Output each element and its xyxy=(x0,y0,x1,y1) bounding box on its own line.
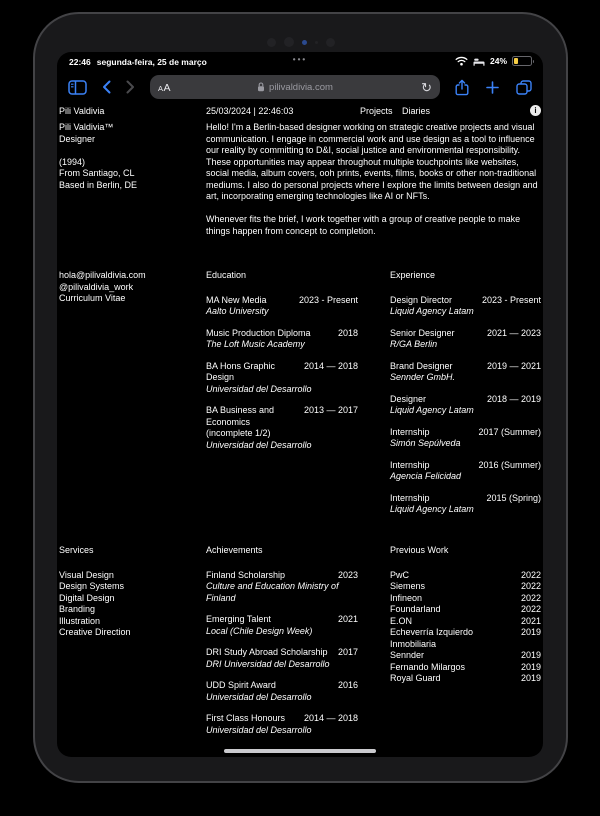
entry-date: 2013 — 2017 xyxy=(303,405,358,415)
info-icon[interactable]: i xyxy=(530,105,541,116)
contact-block xyxy=(59,270,205,305)
wifi-icon xyxy=(455,56,468,66)
entry-name: Design Director xyxy=(390,294,453,305)
entry-name: DRI Study Abroad Scholarship xyxy=(206,647,328,657)
education-section xyxy=(206,270,358,461)
status-right xyxy=(455,56,532,66)
status-date: segunda-feira, 25 de março xyxy=(96,57,207,67)
client-name: Siemens xyxy=(390,581,426,591)
forward-button-icon[interactable] xyxy=(126,80,135,94)
entry-date: 2014 — 2018 xyxy=(303,713,358,723)
entry-date: 2016 xyxy=(337,680,358,690)
entry-name: BA Business and Economics (incomplete 1/2) xyxy=(206,405,275,438)
battery-fill xyxy=(514,58,518,64)
entry-date: 2017 (Summer) xyxy=(478,426,541,437)
previous-work-title: Previous Work xyxy=(390,545,449,555)
entry-name: BA Hons Graphic Design xyxy=(206,360,276,382)
contact-cv-link[interactable]: Curriculum Vitae xyxy=(59,293,126,303)
client-name: Sennder xyxy=(390,650,425,660)
entry-name: Emerging Talent xyxy=(206,614,271,624)
achievements-section xyxy=(206,545,358,746)
front-camera-lens xyxy=(302,40,307,45)
work-row xyxy=(390,650,541,662)
client-name: Echeverría Izquierdo Inmobiliaria xyxy=(390,627,474,649)
entry-name: Brand Designer xyxy=(390,360,453,371)
entry-org: Simón Sepúlveda xyxy=(390,438,461,448)
entry-date: 2016 (Summer) xyxy=(478,459,541,470)
battery-icon xyxy=(512,56,532,66)
experience-entry xyxy=(390,427,541,450)
profile-origin: From Santiago, CL xyxy=(59,168,135,178)
entry-date: 2021 xyxy=(337,614,358,624)
entry-date: 2023 xyxy=(337,569,358,580)
nav-projects[interactable]: Projects xyxy=(360,106,393,116)
camera-sensor-dot xyxy=(284,37,294,47)
site-name[interactable]: Pili Valdivia xyxy=(59,106,105,116)
entry-date: 2017 xyxy=(337,647,358,657)
camera-sensor-dot xyxy=(267,38,276,47)
ipad-device xyxy=(33,12,568,783)
entry-org: Culture and Education Ministry of Finland xyxy=(206,581,339,603)
previous-work-section xyxy=(390,545,541,685)
services-title: Services xyxy=(59,545,94,555)
achievement-entry xyxy=(206,614,358,637)
entry-name: Designer xyxy=(390,393,427,404)
education-entry xyxy=(206,328,358,351)
client-name: Fernando Milargos xyxy=(390,661,466,672)
toolbar-right xyxy=(455,79,532,96)
services-section xyxy=(59,545,205,639)
entry-org: The Loft Music Academy xyxy=(206,339,305,349)
experience-entry xyxy=(390,295,541,318)
nav-diaries[interactable]: Diaries xyxy=(402,106,431,116)
profile-location: Based in Berlin, DE xyxy=(59,179,138,190)
profile-role: Designer xyxy=(59,133,96,144)
entry-org: Universidad del Desarrollo xyxy=(206,724,312,735)
entry-org: Liquid Agency Latam xyxy=(390,306,474,316)
education-entry xyxy=(206,295,358,318)
experience-entry xyxy=(390,328,541,351)
education-entry xyxy=(206,361,358,396)
work-row xyxy=(390,570,541,582)
intro-paragraph-2: Whenever fits the brief, I work together with a group of creative people to make things happen from concept to completion. xyxy=(206,214,521,236)
entry-name: Internship xyxy=(390,426,430,437)
services-list xyxy=(59,570,205,639)
entry-date: 2023 - Present xyxy=(481,294,541,305)
entry-date: 2019 — 2021 xyxy=(486,360,541,371)
achievements-title: Achievements xyxy=(206,545,263,555)
entry-org: Liquid Agency Latam xyxy=(390,504,474,514)
experience-entry xyxy=(390,493,541,516)
entry-date: 2014 — 2018 xyxy=(303,360,358,371)
entry-date: 2021 — 2023 xyxy=(486,327,541,338)
page-header xyxy=(59,106,541,120)
experience-entry xyxy=(390,361,541,384)
client-name: Foundarland xyxy=(390,604,441,614)
entry-org: DRI Universidad del Desarrollo xyxy=(206,658,330,669)
status-left xyxy=(69,57,207,67)
experience-title: Experience xyxy=(390,270,436,280)
client-name: E.ON xyxy=(390,615,413,626)
entry-date: 2018 — 2019 xyxy=(486,393,541,404)
client-year: 2019 xyxy=(520,627,541,637)
entry-date: 2023 - Present xyxy=(298,294,358,305)
multitask-dots-icon: ••• xyxy=(292,55,308,64)
entry-org: R/GA Berlin xyxy=(390,339,438,349)
entry-name: Finland Scholarship xyxy=(206,569,286,580)
education-entry xyxy=(206,405,358,451)
profile-block xyxy=(59,122,205,191)
work-row xyxy=(390,604,541,616)
client-year: 2019 xyxy=(520,673,541,683)
service-item: Illustration xyxy=(59,615,101,626)
new-tab-icon[interactable] xyxy=(486,81,499,94)
sidebar-toggle-icon[interactable] xyxy=(68,80,87,95)
entry-name: Internship xyxy=(390,492,430,503)
service-item: Creative Direction xyxy=(59,627,131,637)
experience-entry xyxy=(390,460,541,483)
client-year: 2022 xyxy=(520,592,541,603)
reload-icon[interactable]: ↻ xyxy=(421,79,432,95)
client-name: Royal Guard xyxy=(390,673,441,683)
status-time: 22:46 xyxy=(69,57,91,67)
camera-sensor-dot xyxy=(315,41,318,44)
back-button-icon[interactable] xyxy=(102,80,111,94)
contact-email-link[interactable]: hola@pilivaldivia.com xyxy=(59,270,146,280)
tabs-overview-icon[interactable] xyxy=(516,80,532,95)
experience-section xyxy=(390,270,541,526)
education-title: Education xyxy=(206,270,247,280)
work-row xyxy=(390,616,541,628)
entry-org: Aalto University xyxy=(206,306,269,316)
client-name: Infineon xyxy=(390,592,423,603)
achievement-entry xyxy=(206,680,358,703)
work-row xyxy=(390,581,541,593)
entry-org: Universidad del Desarrollo xyxy=(206,383,312,394)
entry-org: Universidad del Desarrollo xyxy=(206,439,312,450)
client-name: PwC xyxy=(390,569,410,580)
battery-tip xyxy=(533,60,535,64)
webpage xyxy=(57,102,543,757)
contact-instagram-link[interactable]: @pilivaldivia_work xyxy=(59,281,134,292)
entry-org: Universidad del Desarrollo xyxy=(206,691,312,702)
intro-block xyxy=(206,122,538,249)
url-display xyxy=(180,82,410,93)
achievement-entry xyxy=(206,713,358,736)
service-item: Digital Design xyxy=(59,592,115,603)
camera-sensor-dot xyxy=(326,38,335,47)
intro-paragraph-1: Hello! I'm a Berlin-based designer working on strategic creative projects and visual communication. I engage in commercial work and use design as a tool to influence our reality by committing to D&I, social justice and environmental responsibility. These opportunities may appear throughout multiple touchpoints like websites, social media, album covers, ooh prints, events, films, books or other non-traditional mediums. I also do personal projects where I explore the limits between design and art, incorporating emerging technologies like AI or NFTs. xyxy=(206,122,538,201)
work-row xyxy=(390,627,541,650)
safari-toolbar xyxy=(57,72,543,102)
client-year: 2022 xyxy=(520,604,541,614)
client-year: 2019 xyxy=(520,650,541,660)
home-indicator[interactable] xyxy=(224,749,376,753)
entry-org: Sennder GmbH. xyxy=(390,372,456,382)
page-datetime: 25/03/2024 | 22:46:03 xyxy=(206,106,294,116)
profile-name: Pili Valdivia™ xyxy=(59,122,114,132)
service-item: Design Systems xyxy=(59,581,125,591)
lock-icon xyxy=(257,82,265,92)
achievement-entry xyxy=(206,647,358,670)
entry-org: Liquid Agency Latam xyxy=(390,405,474,415)
url-text: pilivaldivia.com xyxy=(269,81,333,93)
text-size-button[interactable]: AA xyxy=(158,82,172,94)
service-item: Branding xyxy=(59,604,96,614)
front-camera-array xyxy=(35,37,566,47)
client-year: 2022 xyxy=(520,569,541,580)
work-row xyxy=(390,673,541,685)
share-icon[interactable] xyxy=(455,79,469,96)
focus-mode-icon xyxy=(473,57,485,66)
work-row xyxy=(390,662,541,674)
achievement-entry xyxy=(206,570,358,605)
entry-name: UDD Spirit Award xyxy=(206,680,276,690)
battery-percent: 24% xyxy=(489,56,507,66)
client-year: 2021 xyxy=(520,615,541,626)
work-row xyxy=(390,593,541,605)
entry-name: Internship xyxy=(390,459,430,470)
entry-date: 2018 xyxy=(337,327,358,338)
entry-name: MA New Media xyxy=(206,294,267,305)
client-year: 2019 xyxy=(520,661,541,672)
status-bar xyxy=(57,52,543,72)
experience-entry xyxy=(390,394,541,417)
entry-name: Senior Designer xyxy=(390,327,455,338)
profile-birth-year: (1994) xyxy=(59,156,86,167)
entry-org: Agencia Felicidad xyxy=(390,471,462,481)
entry-org: Local (Chile Design Week) xyxy=(206,625,313,636)
entry-name: Music Production Diploma xyxy=(206,327,311,338)
address-bar[interactable] xyxy=(150,75,440,99)
entry-name: First Class Honours xyxy=(206,713,286,723)
service-item: Visual Design xyxy=(59,569,114,580)
entry-date: 2015 (Spring) xyxy=(486,492,541,503)
screen xyxy=(57,52,543,757)
client-year: 2022 xyxy=(520,581,541,591)
